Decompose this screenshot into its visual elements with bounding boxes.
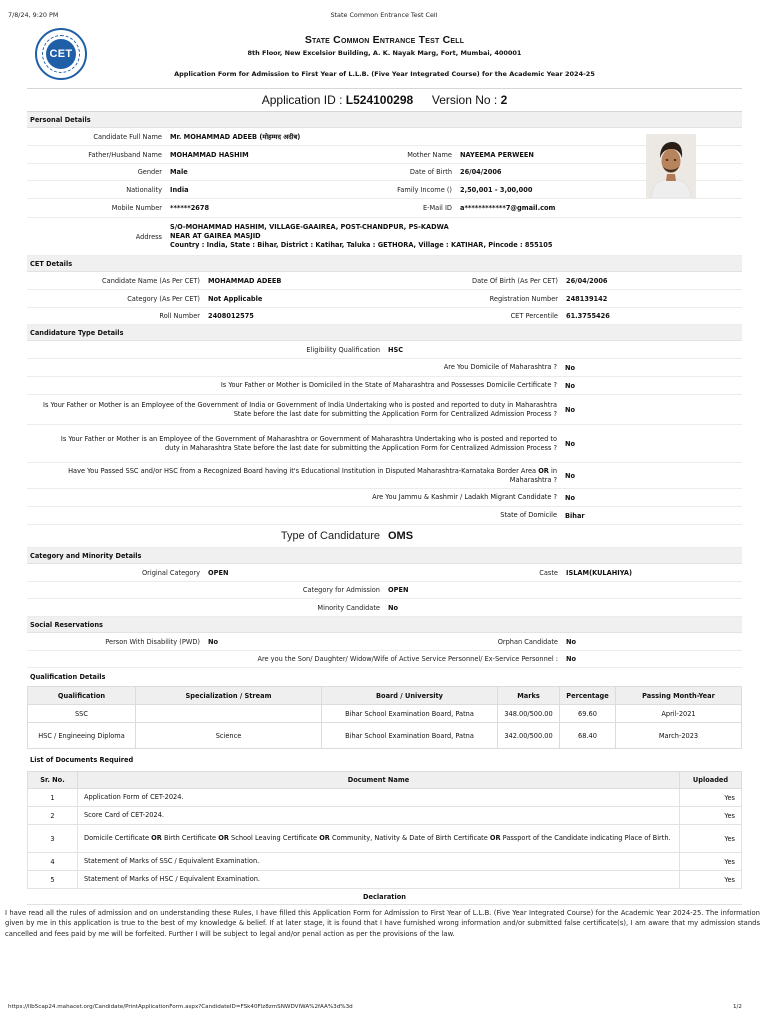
table-cell: Bihar School Examination Board, Patna [322, 705, 498, 723]
form-header [27, 26, 742, 88]
gender-value: Male [170, 168, 188, 176]
candidate-photo-image [646, 134, 696, 198]
service-personnel-value: No [566, 655, 577, 663]
mobile-label: Mobile Number [111, 204, 162, 212]
cet-percentile-label: CET Percentile [510, 312, 558, 320]
table-row [28, 705, 742, 723]
print-datetime: 7/8/24, 9:20 PM [8, 11, 59, 19]
mother-name-label: Mother Name [407, 150, 452, 159]
question-answer: No [565, 493, 576, 502]
state-domicile-row [27, 507, 742, 525]
admission-category-label: Category for Admission [302, 586, 380, 594]
pwd-label: Person With Disability (PWD) [105, 637, 200, 646]
doc-sr-no: 3 [28, 825, 78, 853]
category-details [27, 564, 742, 617]
column-header: Sr. No. [28, 772, 78, 789]
or-keyword: OR [151, 834, 162, 842]
orphan-value: No [566, 637, 577, 646]
column-header: Specialization / Stream [136, 687, 322, 705]
question-text-part-b: in Maharashtra ? [509, 466, 557, 484]
email-label: E-Mail ID [422, 204, 452, 212]
original-category-value: OPEN [208, 568, 229, 577]
version-label: Version No : [431, 93, 498, 107]
candidature-type-label: Type of Candidature [280, 530, 380, 542]
documents-header-row [28, 772, 742, 789]
documents-heading: List of Documents Required [30, 756, 134, 764]
table-cell: Bihar School Examination Board, Patna [322, 723, 498, 749]
social-details [27, 633, 742, 668]
question-text: Are You Jammu & Kashmir / Ladakh Migrant Candidate ? [372, 493, 557, 501]
column-header: Passing Month-Year [616, 687, 742, 705]
nationality-label: Nationality [126, 185, 162, 194]
or-keyword: OR [218, 834, 229, 842]
caste-label: Caste [539, 568, 558, 577]
application-id-bar [27, 88, 742, 112]
question-answer: No [565, 471, 576, 480]
cet-details-heading: CET Details [27, 256, 742, 272]
mother-name-value: NAYEEMA PERWEEN [460, 150, 534, 159]
table-row [28, 807, 742, 825]
orphan-label: Orphan Candidate [497, 637, 558, 646]
nationality-value: India [170, 185, 189, 194]
question-answer: No [565, 381, 576, 390]
minority-label: Minority Candidate [317, 603, 380, 612]
personal-details-heading: Personal Details [27, 112, 742, 128]
doc-sr-no: 5 [28, 871, 78, 889]
table-cell: SSC [28, 705, 136, 723]
table-row [28, 871, 742, 889]
question-text: Are You Domicile of Maharashtra ? [443, 363, 557, 371]
table-cell: 348.00/500.00 [498, 705, 560, 723]
table-row [28, 789, 742, 807]
gender-label: Gender [137, 168, 162, 176]
eligibility-value: HSC [388, 345, 404, 354]
qualification-header-row [28, 687, 742, 705]
question-row [27, 425, 742, 463]
dob-label: Date of Birth [409, 168, 452, 176]
column-header: Marks [498, 687, 560, 705]
father-name-label: Father/Husband Name [88, 150, 162, 159]
candidature-details [27, 341, 742, 548]
family-income-value: 2,50,001 - 3,00,000 [460, 185, 533, 194]
question-text: Is Your Father or Mother is Domiciled in the State of Maharashtra and Possesses Domicile Certificate ? [220, 381, 557, 389]
doc-name: Application Form of CET-2024. [78, 789, 680, 807]
email-value: a************7@gmail.com [460, 204, 556, 212]
doc-name: Domicile Certificate OR Birth Certificate OR School Leaving Certificate OR Community, Nativity & Date of Birth Certificate OR Passport of the Candidate indicating Place of Birth. [78, 825, 680, 853]
doc-uploaded: Yes [680, 789, 742, 807]
question-row [27, 359, 742, 377]
full-name-label: Candidate Full Name [93, 132, 162, 141]
roll-number-label: Roll Number [159, 312, 200, 320]
application-id: L524100298 [345, 93, 414, 107]
logo-text: CET [46, 39, 76, 69]
doc-uploaded: Yes [680, 825, 742, 853]
table-cell: 68.40 [560, 723, 616, 749]
doc-name: Score Card of CET-2024. [78, 807, 680, 825]
version-number: 2 [500, 93, 508, 107]
qualification-table [27, 686, 742, 749]
registration-number-value: 248139142 [566, 294, 608, 303]
cet-details [27, 272, 742, 325]
application-form [5, 26, 760, 939]
question-answer: No [565, 405, 576, 414]
question-text-part-a: Have You Passed SSC and/or HSC from a Recognized Board having it's Educational Institution in Disputed Maharashtra-Karnataka Border Area [68, 466, 537, 475]
admission-category-value: OPEN [388, 586, 409, 594]
doc-uploaded: Yes [680, 853, 742, 871]
registration-number-label: Registration Number [489, 294, 558, 303]
question-row [27, 463, 742, 489]
original-category-label: Original Category [141, 568, 200, 577]
or-keyword: OR [489, 834, 501, 842]
question-row [27, 489, 742, 507]
minority-value: No [388, 603, 399, 612]
form-title: Application Form for Admission to First Year of L.L.B. (Five Year Integrated Course) for the Academic Year 2024-25 [174, 70, 595, 78]
question-text: Is Your Father or Mother is an Employee of the Government of India or Government of India Undertaking who is posted and reported to duty in Maharashtra State before the last date for submitting the Application Form for Centralized Admission Process ? [43, 400, 557, 418]
question-text [27, 464, 562, 488]
doc-name: Statement of Marks of HSC / Equivalent Examination. [78, 871, 680, 889]
column-header: Qualification [28, 687, 136, 705]
question-answer: No [565, 363, 576, 372]
print-url: https://llb5cap24.mahacet.org/Candidate/PrintApplicationForm.aspx?CandidateID=FSk40Flz8zmSNWDVIWA%2fAA%3d%3d [8, 1004, 353, 1010]
personal-details [27, 128, 742, 256]
application-id-label: Application ID : [261, 93, 343, 107]
print-footer [8, 1004, 760, 1010]
state-domicile-label: State of Domicile [500, 511, 557, 519]
address-line-1: S/O-MOHAMMAD HASHIM, VILLAGE-GAAIREA, POST-CHANDPUR, PS-KADWA [170, 223, 449, 231]
eligibility-label: Eligibility Qualification [306, 345, 380, 354]
organization-address: 8th Floor, New Excelsior Building, A. K. Nayak Marg, Fort, Mumbai, 400001 [247, 49, 522, 57]
state-domicile-value: Bihar [565, 511, 585, 520]
service-personnel-label: Are you the Son/ Daughter/ Widow/Wife of Active Service Personnel/ Ex-Service Personnel : [257, 655, 558, 663]
father-name-value: MOHAMMAD HASHIM [170, 150, 249, 159]
question-text-or: OR [538, 466, 549, 475]
cet-name-value: MOHAMMAD ADEEB [208, 276, 282, 285]
candidature-heading: Candidature Type Details [27, 325, 742, 341]
cet-category-label: Category (As Per CET) [127, 294, 200, 303]
address-label: Address [135, 232, 162, 241]
doc-sr-no: 2 [28, 807, 78, 825]
doc-uploaded: Yes [680, 807, 742, 825]
cet-category-value: Not Applicable [208, 294, 263, 303]
table-cell: March-2023 [616, 723, 742, 749]
column-header: Board / University [322, 687, 498, 705]
cet-dob-value: 26/04/2006 [566, 276, 608, 285]
doc-sr-no: 4 [28, 853, 78, 871]
cet-percentile-value: 61.3755426 [566, 312, 610, 320]
address-line-3: Country : India, State : Bihar, District : Katihar, Taluka : GETHORA, Village : KATIHAR, Pincode : 855105 [170, 241, 553, 249]
category-heading: Category and Minority Details [27, 548, 742, 564]
declaration-heading: Declaration [27, 889, 742, 905]
doc-sr-no: 1 [28, 789, 78, 807]
question-row [27, 395, 742, 425]
table-cell: April-2021 [616, 705, 742, 723]
address-value [167, 223, 737, 250]
cet-name-label: Candidate Name (As Per CET) [102, 276, 200, 285]
table-row [28, 723, 742, 749]
print-title: State Common Entrance Test Cell [330, 11, 438, 19]
table-row [28, 853, 742, 871]
full-name-value: Mr. MOHAMMAD ADEEB (मोहम्मद अदीब) [170, 133, 301, 141]
column-header: Percentage [560, 687, 616, 705]
mobile-value: ******2678 [170, 204, 210, 212]
question-row [27, 377, 742, 395]
declaration-text: I have read all the rules of admission and on understanding these Rules, I have filled this Application Form for Admission to First Year of L.L.B. (Five Year Integrated Course) for the Academic Year 2024-25. The information given by me in this application is true to the best of my knowledge & belief. If at later stage, it is found that I have furnished wrong information and/or submitted false certificate(s), I am aware that my admission stands cancelled and fees paid by me will be forfeited. Further I will be subject to legal and/or penal action as per the provisions of the law. [5, 909, 760, 938]
doc-uploaded: Yes [680, 871, 742, 889]
organization-title: State Common Entrance Test Cell [304, 34, 465, 46]
question-answer: No [565, 439, 576, 448]
table-cell: 69.60 [560, 705, 616, 723]
address-line-2: NEAR AT GAIREA MASJID [170, 232, 261, 240]
table-cell: Science [136, 723, 322, 749]
social-heading: Social Reservations [27, 617, 742, 633]
roll-number-value: 2408012575 [208, 312, 254, 320]
pwd-value: No [208, 637, 219, 646]
print-page-number: 1/2 [732, 1004, 742, 1010]
documents-table [27, 771, 742, 889]
table-cell: 342.00/500.00 [498, 723, 560, 749]
question-text: Is Your Father or Mother is an Employee of the Government of Maharashtra or Government of Maharashtra Undertaking who is posted and reported to duty in Maharashtra State before the last date for submitting the Application Form for Centralized Admission Process ? [60, 434, 557, 452]
column-header: Uploaded [680, 772, 742, 789]
doc-name: Statement of Marks of SSC / Equivalent Examination. [78, 853, 680, 871]
candidature-type-value: OMS [388, 530, 414, 542]
caste-value: ISLAM(KULAHIYA) [566, 568, 632, 577]
family-income-label: Family Income () [397, 185, 452, 194]
table-row [28, 825, 742, 853]
qualification-heading: Qualification Details [30, 673, 106, 681]
table-cell [136, 705, 322, 723]
candidate-photo [646, 134, 696, 198]
dob-value: 26/04/2006 [460, 168, 502, 176]
table-cell: HSC / Engineeing Diploma [28, 723, 136, 749]
or-keyword: OR [319, 834, 330, 842]
cet-dob-label: Date Of Birth (As Per CET) [472, 276, 558, 285]
column-header: Document Name [78, 772, 680, 789]
